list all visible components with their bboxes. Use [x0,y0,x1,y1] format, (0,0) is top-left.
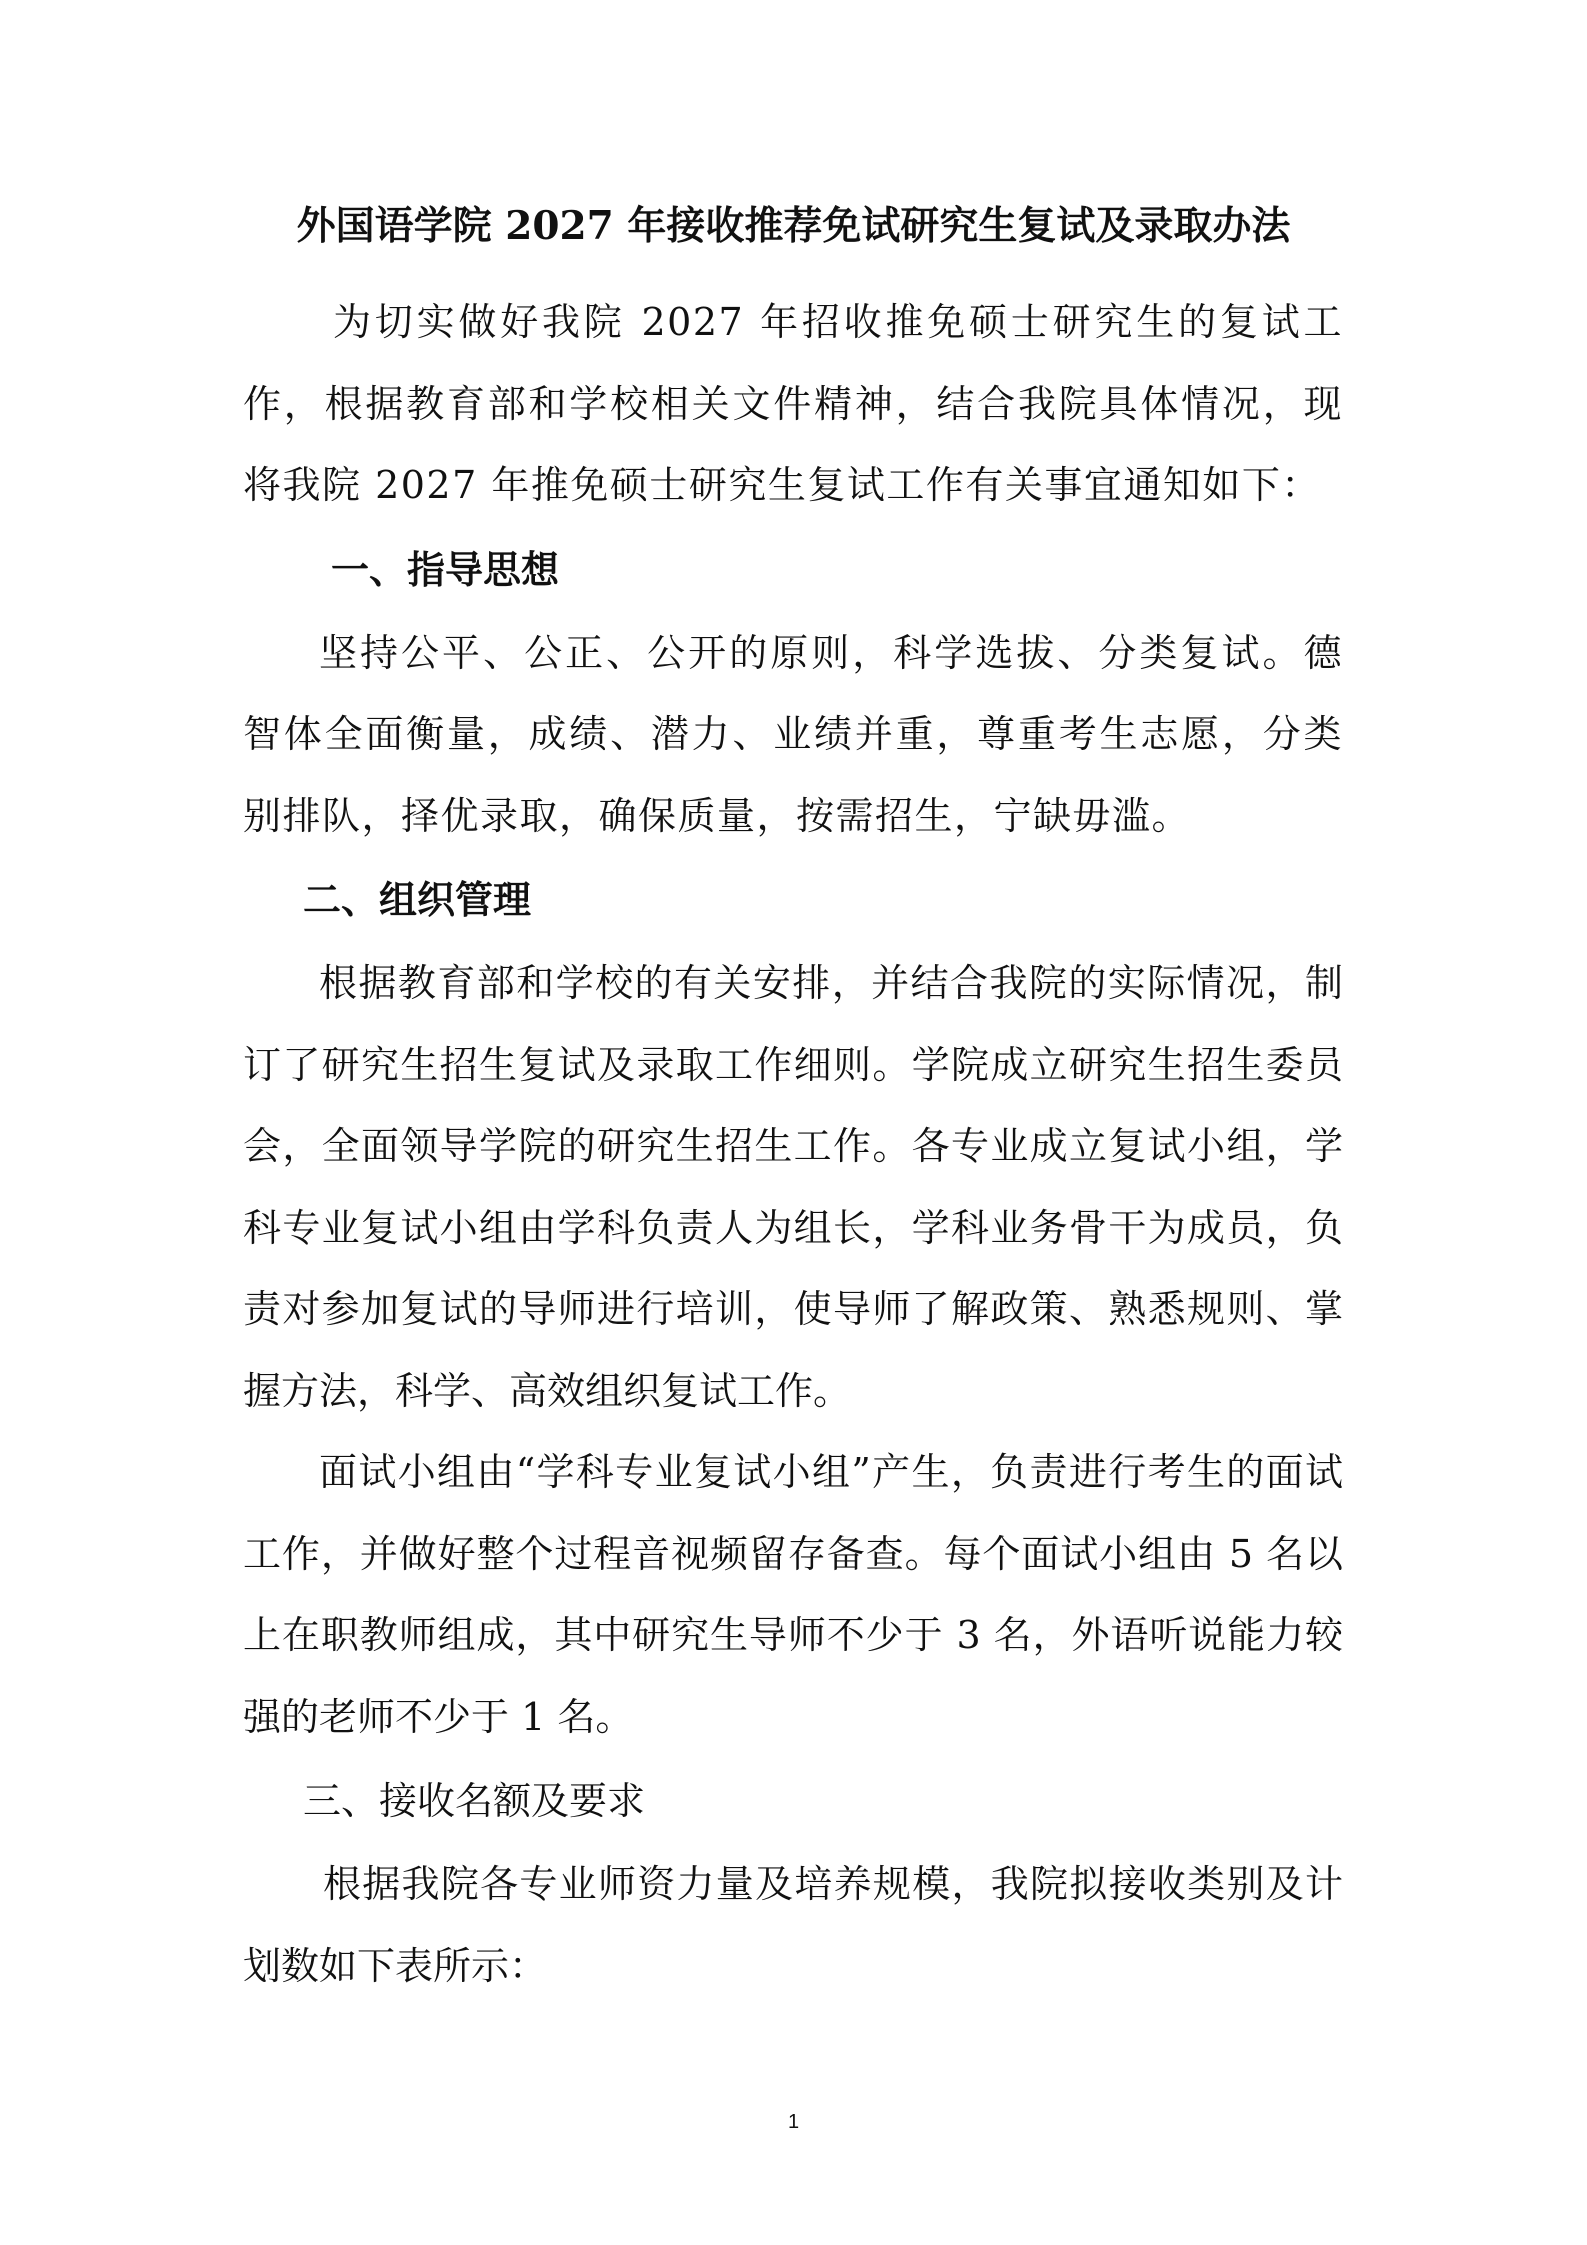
intro-paragraph: 为切实做好我院 2027 年招收推免硕士研究生的复试工作，根据教育部和学校相关文件精神，结合我院具体情况，现将我院 2027 年推免硕士研究生复试工作有关事宜通知如下： [243,300,1343,507]
section-heading-guiding-principles: 一、指导思想 [331,547,560,592]
page-number: 1 [787,2111,800,2133]
organization-paragraph-1: 根据教育部和学校的有关安排，并结合我院的实际情况，制订了研究生招生复试及录取工作细则。学院成立研究生招生委员会，全面领导学院的研究生招生工作。各专业成立复试小组，学科专业复试小组由学科负责人为组长，学科业务骨干为成员，负责对参加复试的导师进行培训，使导师了解政策、熟悉规则、掌握方法，科学、高效组织复试工作。 [243,961,1343,1413]
quota-paragraph: 根据我院各专业师资力量及培养规模，我院拟接收类别及计划数如下表所示： [243,1862,1343,1988]
section-heading-quota: 三、接收名额及要求 [303,1779,646,1823]
document-body [243,282,1343,2007]
organization-paragraph-2: 面试小组由“学科专业复试小组”产生，负责进行考生的面试工作，并做好整个过程音视频留存备查。每个面试小组由 5 名以上在职教师组成，其中研究生导师不少于 3 名，外语听说能力较强的老师不少于 1 名。 [243,1450,1343,1739]
section-heading-organization: 二、组织管理 [303,878,532,922]
guiding-principles-paragraph: 坚持公平、公正、公开的原则，科学选拔、分类复试。德智体全面衡量，成绩、潜力、业绩并重，尊重考生志愿，分类别排队，择优录取，确保质量，按需招生，宁缺毋滥。 [243,630,1343,838]
document-title: 外国语学院 2027 年接收推荐免试研究生复试及录取办法 [296,203,1291,249]
